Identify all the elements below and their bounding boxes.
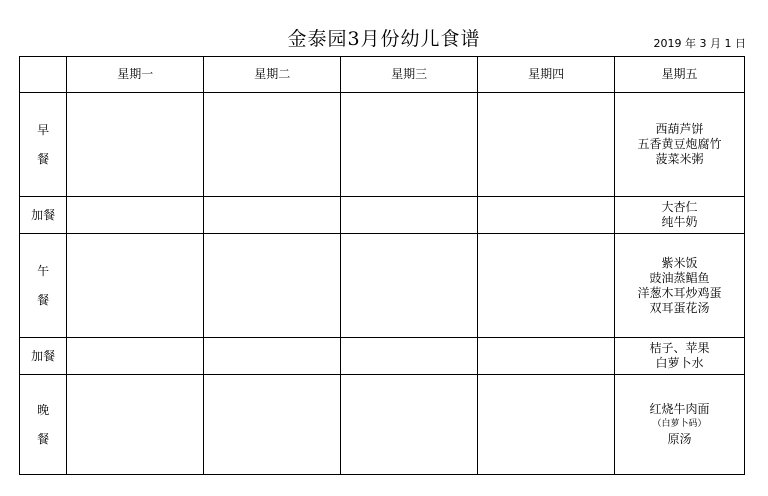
- breakfast-label: 早 餐: [20, 93, 67, 197]
- menu-item: 桔子、苹果: [649, 341, 710, 355]
- dinner-row: [20, 375, 745, 475]
- snack2-thu: [478, 338, 615, 375]
- snack1-mon: [67, 197, 204, 234]
- snack2-wed: [341, 338, 478, 375]
- lunch-row: [20, 234, 745, 338]
- snack1-row: [20, 197, 745, 234]
- menu-item: 五香黄豆炮腐竹: [637, 137, 722, 151]
- menu-table: [19, 56, 745, 475]
- snack2-label: 加餐: [20, 338, 67, 375]
- menu-item: 双耳蛋花汤: [649, 300, 710, 315]
- day-header-wed: 星期三: [341, 57, 478, 93]
- breakfast-mon: [67, 93, 204, 197]
- breakfast-thu: [478, 93, 615, 197]
- menu-item: 菠菜米粥: [655, 152, 704, 166]
- menu-item: 红烧牛肉面: [649, 402, 710, 416]
- snack2-mon: [67, 338, 204, 375]
- day-header-mon: 星期一: [67, 57, 204, 93]
- menu-item: 纯牛奶: [661, 215, 698, 229]
- snack1-tue: [204, 197, 341, 234]
- lunch-thu: [478, 234, 615, 338]
- lunch-fri: [615, 234, 745, 338]
- menu-item: 洋葱木耳炒鸡蛋: [637, 285, 722, 300]
- snack2-tue: [204, 338, 341, 375]
- snack1-wed: [341, 197, 478, 234]
- page-title: 金泰园3月份幼儿食谱: [287, 28, 481, 50]
- dinner-tue: [204, 375, 341, 475]
- lunch-label: 午 餐: [20, 234, 67, 338]
- day-header-fri: 星期五: [615, 57, 745, 93]
- dinner-label: 晚 餐: [20, 375, 67, 475]
- menu-date: 2019 年 3 月 1 日: [653, 37, 746, 50]
- dinner-wed: [341, 375, 478, 475]
- day-header-thu: 星期四: [478, 57, 615, 93]
- menu-item: 西葫芦饼: [655, 122, 704, 136]
- snack1-thu: [478, 197, 615, 234]
- snack1-fri: [615, 197, 745, 234]
- lunch-mon: [67, 234, 204, 338]
- menu-item: 原汤: [667, 432, 692, 446]
- day-header-tue: 星期二: [204, 57, 341, 93]
- menu-item: 白萝卜水: [655, 356, 704, 370]
- breakfast-row: [20, 93, 745, 197]
- lunch-tue: [204, 234, 341, 338]
- menu-item: 紫米饭: [661, 255, 698, 270]
- snack1-label: 加餐: [20, 197, 67, 234]
- breakfast-fri: [615, 93, 745, 197]
- breakfast-wed: [341, 93, 478, 197]
- breakfast-tue: [204, 93, 341, 197]
- menu-item: 大杏仁: [661, 200, 698, 214]
- dinner-mon: [67, 375, 204, 475]
- header-row: [20, 57, 745, 93]
- lunch-wed: [341, 234, 478, 338]
- dinner-fri: [615, 375, 745, 475]
- menu-item-note: （白萝卜码）: [652, 419, 707, 429]
- snack2-fri: [615, 338, 745, 375]
- snack2-row: [20, 338, 745, 375]
- menu-item: 豉油蒸鲳鱼: [649, 270, 710, 285]
- corner-cell: [20, 57, 67, 93]
- dinner-thu: [478, 375, 615, 475]
